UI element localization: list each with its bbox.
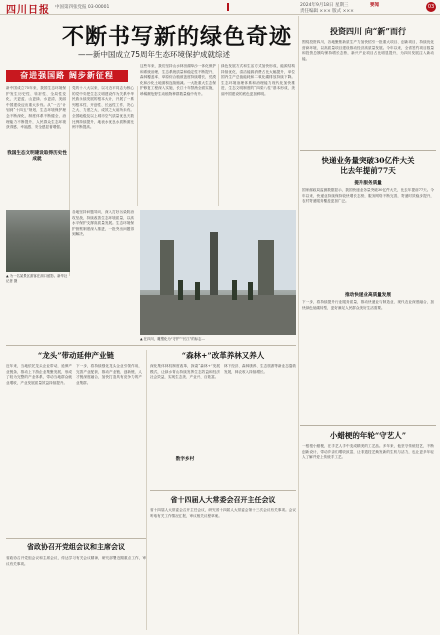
story-text-express: 国家邮政局监测数据显示，我国快递业务量突破30亿件大关，比去年提前77天。今年以来，快递业持续保持较快增长态势，服务网络不断完善，寄递时效稳步提升，农村寄递服务覆盖更加广泛。	[302, 188, 434, 204]
story-title-industry-chain: “龙头”带动延伸产业链	[37, 351, 115, 360]
story-text-cppcc-meeting: 省政协召开党组会议和主席会议，传达学习有关会议精神，研究部署近期重点工作，审议有关事项。	[6, 556, 146, 566]
column-rule	[218, 64, 219, 206]
lead-text-col2: 党的十八大以来，以习近平同志为核心的党中央把生态文明建设作为关系中华民族永续发展的根本大计，开展了一系列根本性、开创性、长远性工作，决心之大、力度之大、成效之大前所未有。全国地级及以上城市空气质量优良天数比例持续提升，地表水优良水质断面比例不断提高。	[72, 86, 134, 130]
photo-caption-left: ▲ 为一名某景区游客在洞口留影。新华社记者 摄	[6, 274, 68, 283]
editor-meta: 责任编辑 ××× 版式 ×××	[300, 9, 354, 14]
column-rule	[137, 86, 138, 206]
lead-text-col4: 绿色发展方式和生活方式加快形成，能源结构持续优化，清洁能源消费占比大幅提升，单位国内生产总值能耗和二氧化碳排放持续下降。生态环境治理体系和治理能力现代化加快推进，生态文明制度的“四梁八柱”基本形成，美丽中国建设的底色更加鲜明。	[221, 64, 295, 96]
bottom-section-rule	[6, 538, 146, 539]
story-text-industry-chain-col2: 下一步，将持续强化龙头企业引领作用，完善产业配套，推动产业链、创新链、人才链深度融合，加快打造具有竞争力的产业集群。	[76, 364, 142, 385]
page-number-badge: 03	[427, 4, 435, 10]
story-divider	[300, 425, 436, 426]
story-title-craftsman: 小蜡梗的年轮“守艺人”	[329, 431, 407, 440]
main-headline: 不断书写新的绿色奇迹	[62, 24, 293, 50]
masthead-divider	[227, 3, 229, 11]
bottom-section-rule	[6, 345, 296, 346]
story-subhead-digital-village: 数字乡村	[175, 457, 195, 462]
story-text-industry-chain-col1: 近年来，当地依托龙头企业带动，延伸产业链条，推动上下游企业集聚发展，形成了较为完整的产业体系，带动当地群众就业增收，产业发展质量效益持续提升。	[6, 364, 72, 385]
right-column-rule	[298, 16, 299, 634]
lead-text-col1: 新中国成立75年来，我国生态环境保护发生历史性、转折性、全局性变化，天更蓝、山更绿、水更清，美丽中国建设迈出重大步伐。从“一五”计划到“十四五”规划，生态环境保护理念不断深化，制度体系不断健全，治理能力不断提升，人民群众生态环境获得感、幸福感、安全感显著增强。	[6, 86, 66, 130]
story-text-forest-reform-col2: 林下经济、森林康养、生态旅游等新业态蓬勃发展，林农收入持续增长。	[224, 364, 296, 374]
story-subhead-express-1: 提升服务质量	[354, 181, 382, 186]
photo-honor-guard-figure	[140, 210, 296, 335]
story-title-express: 快递业务量突破30亿件大关	[321, 156, 415, 165]
story-title-express-line2: 比去年提前77天	[340, 166, 396, 175]
photo-cave-visitors	[6, 210, 70, 272]
newspaper-logo: 四川日报	[6, 5, 50, 16]
story-title-cppcc-meeting: 省政协召开党组会议和主席会议	[27, 542, 125, 551]
column-rule	[146, 350, 147, 630]
story-subhead-express-2: 推动快递业高质量发展	[345, 293, 391, 298]
story-text-express-2: 下一步，将持续提升行业服务质量，推动快递业与制造业、现代农业深度融合，加快绿色低碳转型，更好满足人民群众美好生活需要。	[302, 300, 434, 310]
photo-caption-main: ▲ 在四川，雕塑化为“守护”“长江”的标志…	[140, 337, 205, 341]
section-name: 要闻	[370, 3, 379, 8]
story-title-forest-reform: “森林+”改革养林又养人	[181, 351, 265, 360]
issue-date: 2024年9月18日 星期三	[300, 3, 349, 8]
story-title-npc-meeting: 省十四届人大常委会召开主任会议	[170, 495, 276, 504]
series-banner: 奋进强国路 阔步新征程	[6, 70, 128, 82]
story-divider	[300, 150, 436, 151]
bottom-section-rule	[150, 490, 296, 491]
story-text-npc-meeting: 省十四届人大常委会召开主任会议，研究省十四届人大常委会第十三次会议有关事项。会议听取有关工作情况汇报，审议相关议程草案。	[150, 508, 296, 518]
lead-text-col3: 这些年来，我们坚持山水林田湖草沙一体化保护和系统治理，生态系统质量和稳定性不断提升，森林覆盖率、草原综合植被盖度持续增长，荒漠化和沙化土地面积连续缩减。一大批重大生态保护修复工程深入实施，长江十年禁渔全面实施，珍稀濒危野生动植物种群数量稳中有升。	[140, 64, 216, 96]
story-title-invest-sichuan: 投资四川 向“新”而行	[330, 26, 406, 36]
left-bottom-text: 各地坚持问题导向，深入打好污染防治攻坚战，持续改善生态环境质量，以高水平保护支撑高质量发展。生态环境保护督察制度深入推进，一批突出问题得到解决。	[72, 210, 134, 237]
story-text-forest-reform-col1: 深化集体林权制度改革，探索“森林+”发展模式，让绿水青山持续发挥生态效益和经济社会效益，实现生态美、产业兴、百姓富。	[150, 364, 220, 380]
left-section-title: 我国生态文明建设取得历史性成就	[7, 151, 67, 162]
main-subheadline: ——新中国成立75周年生态环境保护成就综述	[78, 50, 231, 59]
story-text-craftsman: 一根根小蜡梗，在手艺人手中变成精美的工艺品。多年来，他坚守传统技艺，不断创新设计，带动乡亲们增收致富，让非遗技艺焕发新的生机与活力，也让更多年轻人了解并爱上传统手工艺。	[302, 444, 434, 460]
photo-honor-guard	[140, 210, 296, 335]
story-text-invest-sichuan: 围绕投资四川，各地聚焦新质生产力加快招引一批重大项目、创新项目，持续优化营商环境，以高质量项目建设推动经济高质量发展。今年以来，全省签约项目数量和投资总额均保持增长态势，新兴产业项目占比明显提升，为四川发展注入新动能。	[302, 40, 434, 61]
masthead-left-meta: 中国第四张党报 03·00001	[55, 5, 110, 10]
